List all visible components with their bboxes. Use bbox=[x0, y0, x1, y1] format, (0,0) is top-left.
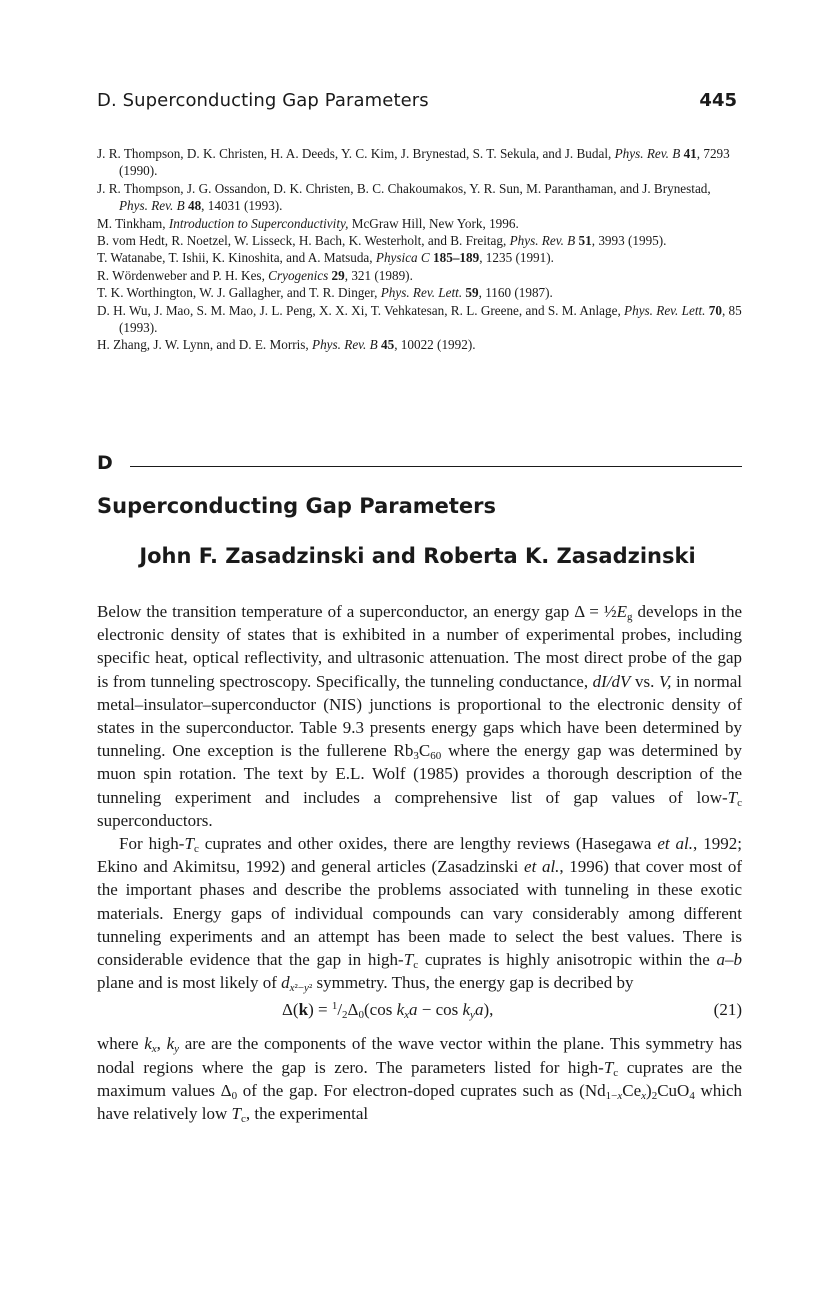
section-authors: John F. Zasadzinski and Roberta K. Zasadzinski bbox=[139, 544, 696, 568]
reference-item: M. Tinkham, Introduction to Superconductivity, McGraw Hill, New York, 1996. bbox=[97, 215, 519, 231]
paragraph-1: Below the transition temperature of a superconductor, an energy gap $\Delta = \frac{1}{2}E_g$ develops in the electronic density of states that is exhibited in a number of experimental probes, including specific heat, optical reflectivity, and ultrasonic attenuation. The most direct probe of the gap is from tunneling spectroscopy. Specifically, the tunneling conductance, dI/dV vs. V, in normal metal–insulator–superconductor (NIS) junctions is proportional to the electronic density of states in the superconductor. Table 9.3 presents energy gaps which have been determined by tunneling. One exception is the fullerene $Rb_3C_{60}$ where the energy gap was determined by muon spin rotation. The text by E.L. Wolf (1985) provides a thorough description of the tunneling experiment and includes a comprehensive list of gap values of low-$T_c$ superconductors. bbox=[97, 602, 743, 830]
page-number: 445 bbox=[699, 90, 737, 111]
reference-item: T. Watanabe, T. Ishii, K. Kinoshita, and A. Matsuda, Physica C 185–189, 1235 (1991). bbox=[97, 250, 554, 266]
paragraph-2: For high-$T_c$ cuprates and other oxides, there are lengthy reviews (Hasegawa et al., 1992; Ekino and Akimitsu, 1992) and general articles (Zasadzinski et al., 1996) that cover most of the important phases and describe the problems associated with tunneling in these exotic materials. Energy gaps of individual compounds can vary considerably among different tunneling experiments and an attempt has been made to select the best values. There is considerable evidence that the gap in high-$T_c$ cuprates is highly anisotropic within the a–b plane and is most likely of $d_{x^2-y^2}$ symmetry. Thus, the energy gap is decribed by bbox=[97, 834, 742, 995]
section-letter: D bbox=[97, 452, 113, 474]
equation-number: (21) bbox=[713, 1000, 742, 1020]
reference-item: R. Wördenweber and P. H. Kes, Cryogenics 29, 321 (1989). bbox=[97, 267, 413, 283]
paragraph-3: where $k_x$, $k_y$ are are the components of the wave vector within the plane. This symmetry has nodal regions where the gap is zero. The parameters listed for high-$T_c$ cuprates are the maximum values $\Delta_0$ of the gap. For electron-doped cuprates such as $(Nd_{1-x}Ce_x)_2CuO_4$ which have relatively low $T_c$, the experimental bbox=[97, 1034, 743, 1126]
reference-item: T. K. Worthington, W. J. Gallagher, and T. R. Dinger, Phys. Rev. Lett. 59, 1160 (1987). bbox=[97, 285, 553, 301]
reference-item: J. R. Thompson, D. K. Christen, H. A. Deeds, Y. C. Kim, J. Brynestad, S. T. Sekula, and J. Budal, Phys. Rev. B 41, 7293 (1990). bbox=[97, 146, 730, 179]
reference-item: J. R. Thompson, J. G. Ossandon, D. K. Christen, B. C. Chakoumakos, Y. R. Sun, M. Paranthaman, and J. Brynestad, Phys. Rev. B 48, 14031 (1993). bbox=[97, 180, 711, 214]
reference-item: B. vom Hedt, R. Noetzel, W. Lisseck, H. Bach, K. Westerholt, and B. Freitag, Phys. Rev. B 51, 3993 (1995). bbox=[97, 233, 667, 249]
body-text bbox=[97, 600, 742, 1125]
section-title: Superconducting Gap Parameters bbox=[97, 494, 497, 518]
reference-item: D. H. Wu, J. Mao, S. M. Mao, J. L. Peng, X. X. Xi, T. Vehkatesan, R. L. Greene, and S. M. Anlage, Phys. Rev. Lett. 70, 85 (1993). bbox=[97, 302, 742, 336]
section-rule bbox=[130, 466, 742, 467]
equation-body: $\Delta(k) = ^1/_2\Delta_0(\cos$ $k_xa - \cos k_ya$), bbox=[282, 1000, 494, 1022]
running-title: D. Superconducting Gap Parameters bbox=[97, 90, 429, 111]
equation-21 bbox=[97, 998, 742, 1024]
reference-list bbox=[97, 145, 742, 354]
running-head bbox=[97, 90, 737, 116]
reference-item: H. Zhang, J. W. Lynn, and D. E. Morris, Phys. Rev. B 45, 10022 (1992). bbox=[97, 337, 476, 353]
